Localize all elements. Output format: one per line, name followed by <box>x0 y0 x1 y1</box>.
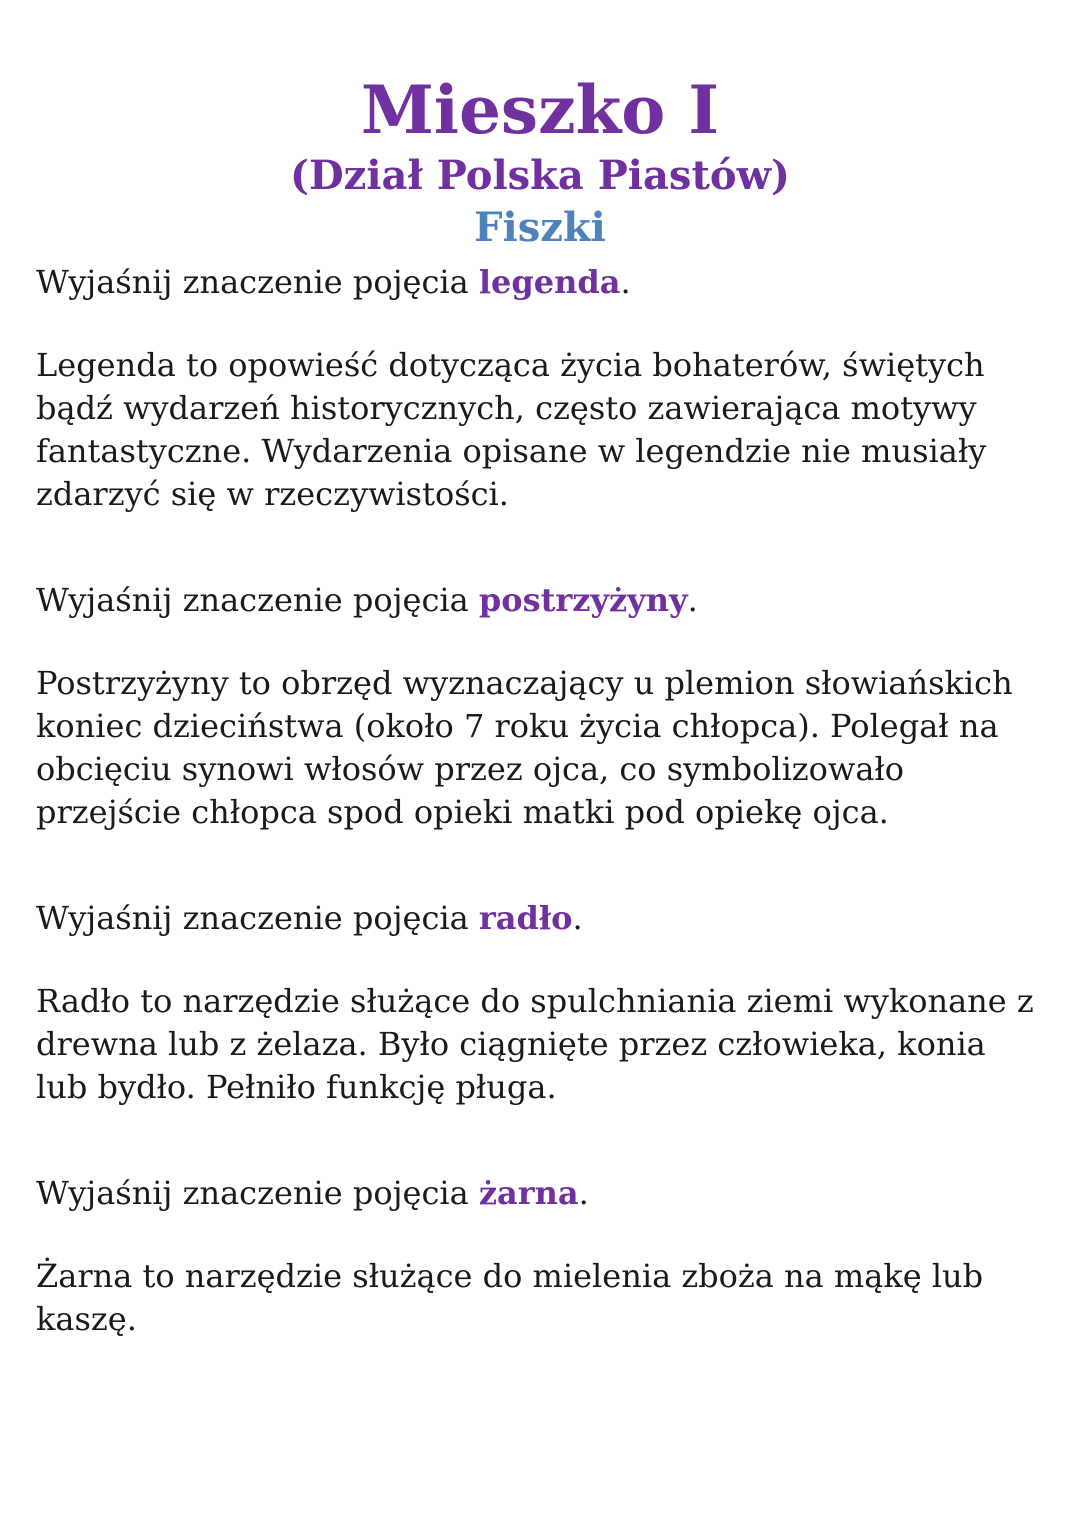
flashcard <box>36 1171 1046 1341</box>
flashcard-term: żarna <box>478 1174 579 1212</box>
flashcard-term: radło <box>478 899 573 937</box>
question-suffix: . <box>620 263 631 301</box>
flashcard <box>36 260 1046 516</box>
question-suffix: . <box>578 1174 589 1212</box>
flashcard <box>36 896 1046 1109</box>
page-subtitle: (Dział Polska Piastów) <box>290 152 790 199</box>
question-suffix: . <box>687 581 698 619</box>
flashcard-question <box>36 1171 1046 1215</box>
flashcard-list <box>36 260 1046 1403</box>
question-prefix: Wyjaśnij znaczenie pojęcia <box>36 899 479 937</box>
flashcard-answer: Postrzyżyny to obrzęd wyznaczający u plemion słowiańskich koniec dzieciństwa (około 7 roku życia chłopca). Polegał na obcięciu synowi włosów przez ojca, co symbolizowało przejście chłopca spod opieki matki pod opiekę ojca. <box>36 664 1013 831</box>
question-prefix: Wyjaśnij znaczenie pojęcia <box>36 581 479 619</box>
flashcard-question <box>36 896 1046 940</box>
question-prefix: Wyjaśnij znaczenie pojęcia <box>36 1174 479 1212</box>
question-suffix: . <box>572 899 583 937</box>
flashcard-term: legenda <box>478 263 621 301</box>
header <box>0 70 1080 254</box>
flashcard <box>36 578 1046 834</box>
flashcard-question <box>36 578 1046 622</box>
flashcard-answer: Radło to narzędzie służące do spulchniania ziemi wykonane z drewna lub z żelaza. Było ciągnięte przez człowieka, konia lub bydło. Pełniło funkcję pługa. <box>36 982 1034 1106</box>
flashcard-question <box>36 260 1046 304</box>
flashcard-answer: Żarna to narzędzie służące do mielenia zboża na mąkę lub kaszę. <box>36 1257 984 1338</box>
page-title: Mieszko I <box>360 71 720 149</box>
section-label: Fiszki <box>474 204 606 251</box>
flashcard-answer: Legenda to opowieść dotycząca życia bohaterów, świętych bądź wydarzeń historycznych, często zawierająca motywy fantastyczne. Wydarzenia opisane w legendzie nie musiały zdarzyć się w rzeczywistości. <box>36 346 987 513</box>
question-prefix: Wyjaśnij znaczenie pojęcia <box>36 263 479 301</box>
flashcard-term: postrzyżyny <box>478 581 688 619</box>
